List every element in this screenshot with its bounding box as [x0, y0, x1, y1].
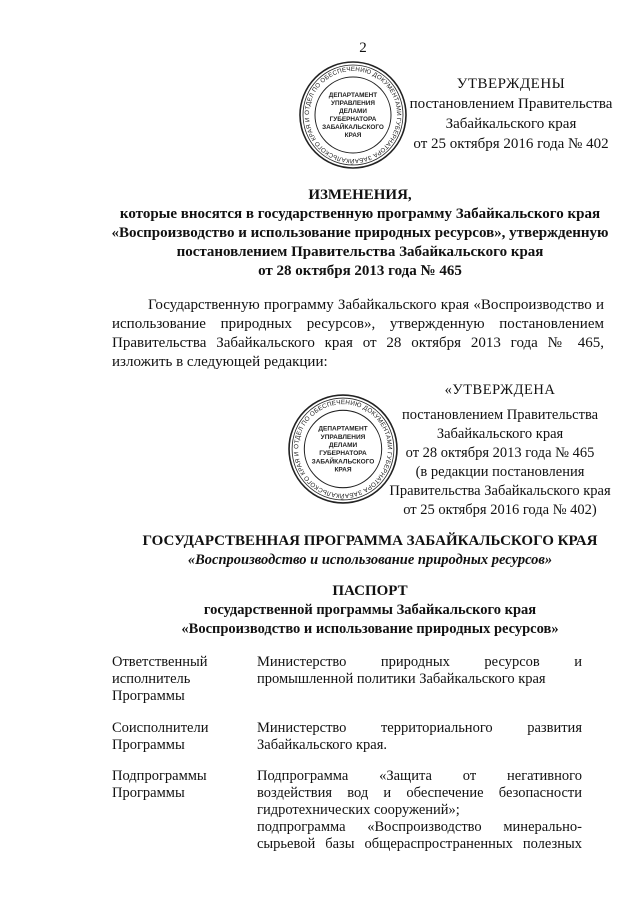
svg-text:ДЕПАРТАМЕНТ: ДЕПАРТАМЕНТ [328, 92, 378, 99]
svg-text:ОТДЕЛ ПО ОБЕСПЕЧЕНИЮ ДОКУМЕНТА: ОТДЕЛ ПО ОБЕСПЕЧЕНИЮ ДОКУМЕНТАМИ ГУБЕРНАТОРА ЗАБАЙКАЛЬСКОГО КРАЯ И [303, 65, 403, 165]
svg-text:КРАЯ: КРАЯ [344, 132, 362, 139]
svg-text:ГУБЕРНАТОРА: ГУБЕРНАТОРА [329, 116, 377, 123]
program-heading: ГОСУДАРСТВЕННАЯ ПРОГРАММА ЗАБАЙКАЛЬСКОГО КРАЯ [142, 533, 598, 549]
svg-text:ГУБЕРНАТОРА: ГУБЕРНАТОРА [319, 450, 367, 458]
value-line: Забайкальского края. [257, 737, 387, 753]
label-line: Программы [112, 688, 185, 704]
approval-second-line4: от 28 октября 2013 года № 465 [405, 445, 595, 461]
passport-heading: ПАСПОРТ [332, 583, 408, 599]
svg-text:ЗАБАЙКАЛЬСКОГО: ЗАБАЙКАЛЬСКОГО [311, 458, 375, 466]
approval-top-line2: постановлением Правительства [409, 96, 613, 112]
label-line: Программы [112, 737, 185, 753]
value-line: Подпрограмма «Защита от негативного [257, 768, 582, 784]
passport-row-label-coexecutors [112, 720, 240, 754]
passport-row-value-subprograms [257, 768, 582, 853]
label-line: исполнитель [112, 671, 191, 687]
svg-text:УПРАВЛЕНИЯ: УПРАВЛЕНИЯ [331, 100, 375, 107]
value-line: Министерство территориального развития [257, 720, 582, 736]
value-line: воздействия вод и обеспечение безопасности [257, 785, 582, 801]
svg-text:ДЕЛАМИ: ДЕЛАМИ [328, 441, 358, 449]
approval-second-line2: постановлением Правительства [401, 407, 599, 423]
page-number: 2 [359, 40, 367, 56]
passport-sub2: «Воспроизводство и использование природных ресурсов» [181, 621, 559, 637]
title-line4: постановлением Правительства Забайкальского края [176, 244, 544, 260]
value-line: гидротехнических сооружений»; [257, 802, 460, 818]
svg-text:ДЕПАРТАМЕНТ: ДЕПАРТАМЕНТ [318, 425, 368, 433]
approval-top-line3: Забайкальского края [445, 116, 577, 132]
body-paragraph: Государственную программу Забайкальского края «Воспроизводство и использование природных ресурсов», утвержденную постановлением Правительства Забайкальского края от 28 октября 2013 года № 465, изложить в следующей редакции: [112, 297, 604, 370]
label-line: Ответственный [112, 654, 208, 670]
approval-top-line1: УТВЕРЖДЕНЫ [456, 76, 566, 92]
value-line: сырьевой базы общераспространенных полезных [257, 836, 582, 852]
title-line1: ИЗМЕНЕНИЯ, [308, 187, 412, 203]
svg-text:ДЕЛАМИ: ДЕЛАМИ [339, 108, 367, 115]
title-line5: от 28 октября 2013 года № 465 [258, 263, 462, 279]
approval-second-line6: Правительства Забайкальского края [389, 483, 611, 499]
label-line: Программы [112, 785, 185, 801]
passport-row-label-responsible [112, 654, 240, 705]
value-line: промышленной политики Забайкальского края [257, 671, 546, 687]
approval-second-line1: «УТВЕРЖДЕНА [444, 382, 556, 398]
title-line2: которые вносятся в государственную программу Забайкальского края [119, 206, 601, 222]
svg-text:ЗАБАЙКАЛЬСКОГО: ЗАБАЙКАЛЬСКОГО [322, 124, 384, 131]
approval-second-line7: от 25 октября 2016 года № 402) [403, 502, 597, 518]
approval-top-line4: от 25 октября 2016 года № 402 [413, 136, 609, 152]
svg-text:УПРАВЛЕНИЯ: УПРАВЛЕНИЯ [320, 433, 366, 441]
label-line: Соисполнители [112, 720, 209, 736]
value-line: Министерство природных ресурсов и [257, 654, 582, 670]
approval-second-line5: (в редакции постановления [415, 464, 585, 480]
passport-row-label-subprograms [112, 768, 240, 802]
svg-text:КРАЯ: КРАЯ [334, 466, 352, 474]
passport-row-value-responsible [257, 654, 582, 688]
passport-row-value-coexecutors [257, 720, 582, 754]
title-line3: «Воспроизводство и использование природных ресурсов», утвержденную [111, 225, 609, 241]
passport-sub1: государственной программы Забайкальского края [203, 602, 537, 618]
program-subheading: «Воспроизводство и использование природных ресурсов» [187, 552, 553, 568]
value-line: подпрограмма «Воспроизводство минерально- [257, 819, 582, 835]
approval-second-line3: Забайкальского края [436, 426, 564, 442]
label-line: Подпрограммы [112, 768, 207, 784]
svg-text:ОТДЕЛ ПО ОБЕСПЕЧЕНИЮ ДОКУМЕНТА: ОТДЕЛ ПО ОБЕСПЕЧЕНИЮ ДОКУМЕНТАМИ ГУБЕРНАТОРА ЗАБАЙКАЛЬСКОГО КРАЯ И [293, 399, 393, 499]
